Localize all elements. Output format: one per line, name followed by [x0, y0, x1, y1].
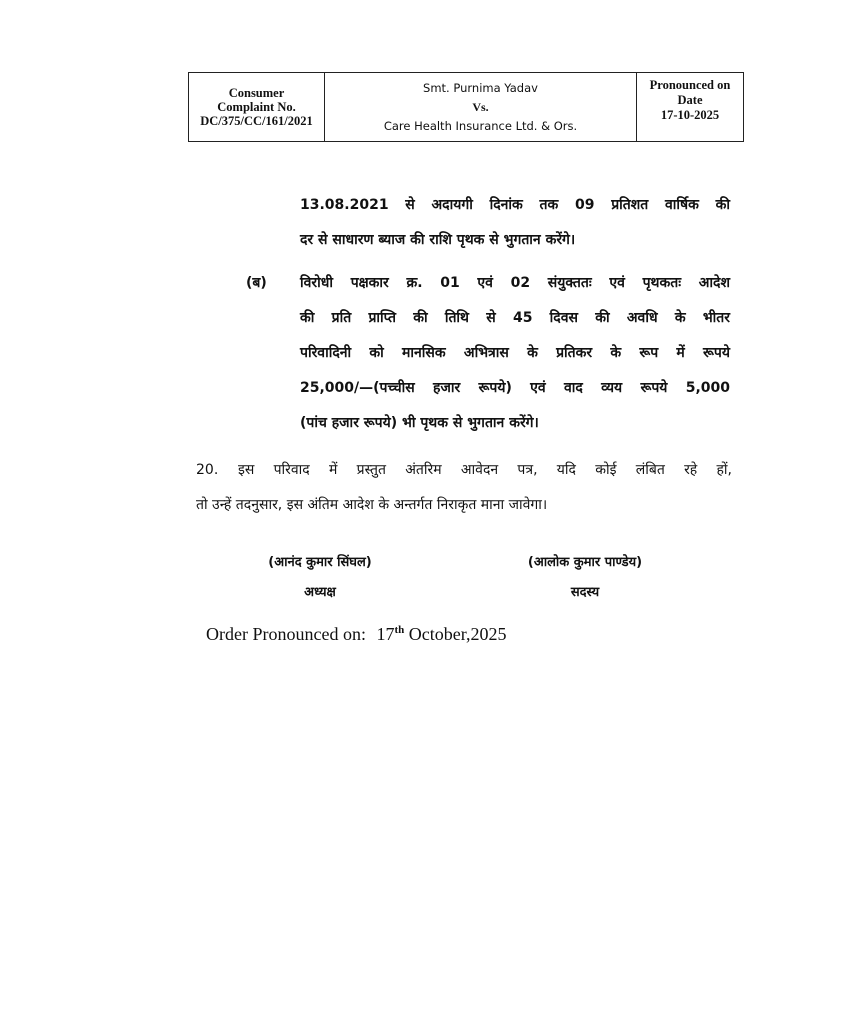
paragraph-line: 13.08.2021 से अदायगी दिनांक तक 09 प्रतिशत वार्षिक की [300, 197, 730, 213]
order-label: Order Pronounced on: [206, 624, 366, 644]
pronounced-label: Pronounced on [649, 78, 731, 92]
versus-label: Vs. [472, 99, 489, 114]
complainant-name: Smt. Purnima Yadav [423, 80, 538, 95]
complaint-label-line1: Consumer [228, 86, 285, 100]
order-day: 17 [376, 624, 395, 644]
paragraph-line: (पांच हजार रूपये) भी पृथक से भुगतान करेंगे। [300, 415, 539, 431]
paragraph-line: तो उन्हें तदनुसार, इस अंतिम आदेश के अन्तर्गत निराकृत माना जावेगा। [196, 497, 548, 513]
paragraph-line: विरोधी पक्षकार क्र. 01 एवं 02 संयुक्ततः एवं पृथकतः आदेश [300, 275, 730, 291]
parties-cell [325, 73, 637, 141]
complaint-number: DC/375/CC/161/2021 [200, 114, 313, 128]
paragraph-line: दर से साधारण ब्याज की राशि पृथक से भुगतान करेंगे। [300, 232, 576, 248]
paragraph-line: परिवादिनी को मानसिक अभित्रास के प्रतिकर के रूप में रूपये [300, 345, 730, 361]
member-title: सदस्य [570, 585, 600, 600]
paragraph-line: की प्रति प्राप्ति की तिथि से 45 दिवस की अवधि के भीतर [300, 310, 730, 326]
complaint-label-line2: Complaint No. [217, 100, 296, 114]
clause-b-label: (ब) [246, 275, 267, 291]
order-month-year: October,2025 [408, 624, 507, 644]
paragraph-line: 25,000/—(पच्चीस हजार रूपये) एवं वाद व्यय रूपये 5,000 [300, 380, 730, 396]
member-signature-block [500, 548, 670, 608]
president-name: (आनंद कुमार सिंघल) [268, 555, 372, 570]
pronounced-date: 17-10-2025 [660, 108, 720, 122]
paragraph-20 [196, 453, 732, 523]
respondent-name: Care Health Insurance Ltd. & Ors. [383, 118, 578, 133]
president-signature-block [240, 548, 400, 608]
case-header-table [188, 72, 744, 142]
order-pronounced-line [206, 624, 507, 645]
order-day-suffix: th [394, 624, 405, 636]
paragraph-line [196, 453, 732, 488]
interest-paragraph [300, 188, 730, 258]
complaint-number-cell [189, 73, 325, 141]
president-title: अध्यक्ष [304, 585, 336, 600]
paragraph-text: इस परिवाद में प्रस्तुत अंतरिम आवेदन पत्र, यदि कोई लंबित रहे हों, [238, 462, 732, 478]
paragraph-number: 20. [196, 462, 219, 478]
pronounced-date-cell [637, 73, 743, 141]
member-name: (आलोक कुमार पाण्डेय) [527, 555, 643, 570]
clause-b-paragraph [300, 266, 730, 441]
date-label: Date [677, 93, 703, 107]
